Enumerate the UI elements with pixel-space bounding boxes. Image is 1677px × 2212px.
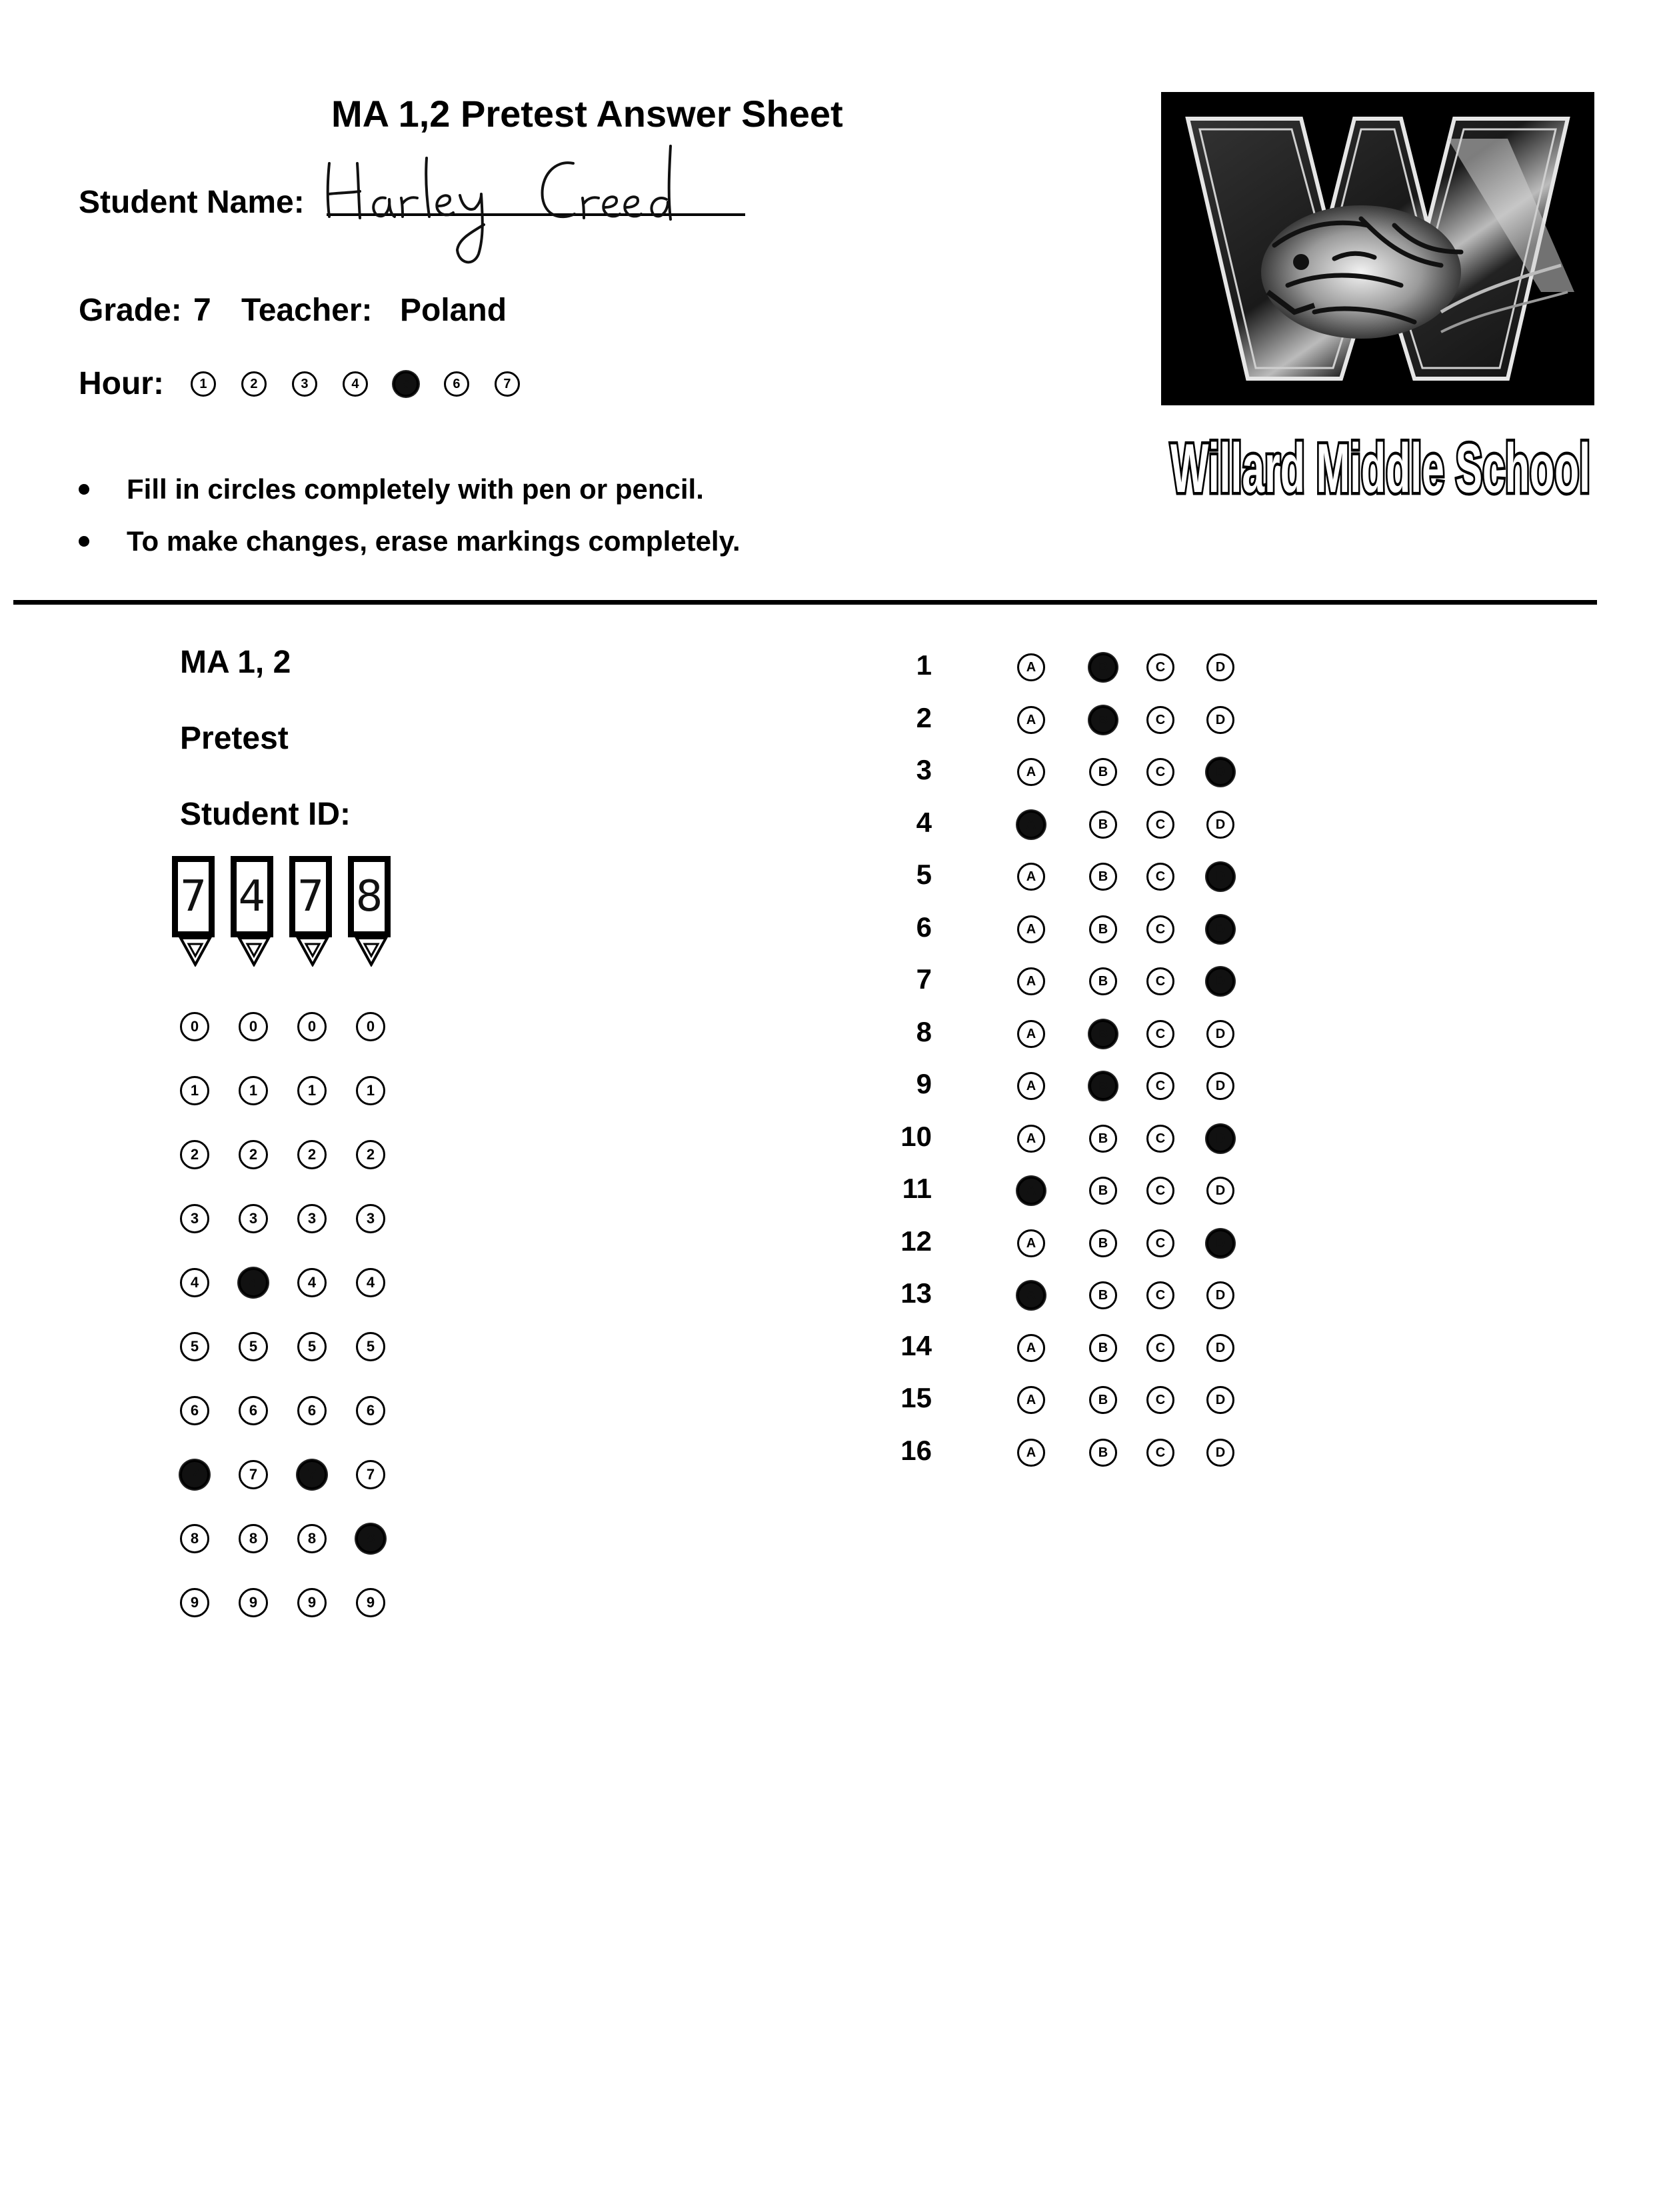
answer-bubble-13-C[interactable]: C: [1146, 1281, 1174, 1309]
answer-bubble-8-D[interactable]: D: [1206, 1020, 1234, 1048]
answer-bubble-5-A[interactable]: A: [1017, 863, 1045, 891]
grade-label: Grade:: [79, 293, 182, 328]
school-name-logo: [1164, 420, 1597, 513]
question-number: 3: [916, 754, 932, 785]
answer-bubble-3-A[interactable]: A: [1017, 758, 1045, 786]
answer-bubble-4-D[interactable]: D: [1206, 811, 1234, 839]
hour-label: Hour:: [79, 366, 164, 401]
student-id-bubble-3-0[interactable]: 0: [297, 1012, 327, 1041]
student-id-label: Student ID:: [180, 797, 351, 832]
hour-bubble-2[interactable]: 2: [241, 371, 267, 397]
student-id-digit: 4: [238, 872, 266, 921]
student-id-box-2[interactable]: [231, 856, 273, 937]
student-id-bubble-1-6[interactable]: 6: [180, 1396, 209, 1425]
answer-bubble-2-D[interactable]: D: [1206, 706, 1234, 734]
answer-bubble-9-D[interactable]: D: [1206, 1072, 1234, 1100]
answer-bubble-2-B[interactable]: B: [1089, 706, 1117, 734]
hour-bubble-5[interactable]: 5: [393, 371, 419, 397]
question-number: 9: [916, 1068, 932, 1099]
answer-bubble-15-B[interactable]: B: [1089, 1386, 1117, 1414]
hour-bubble-7[interactable]: 7: [495, 371, 520, 397]
student-id-bubble-4-2[interactable]: 2: [356, 1140, 385, 1169]
answer-bubble-10-C[interactable]: C: [1146, 1125, 1174, 1153]
instruction-1: [79, 473, 704, 505]
student-id-box-3[interactable]: [289, 856, 332, 937]
answer-bubble-10-B[interactable]: B: [1089, 1125, 1117, 1153]
answer-bubble-4-C[interactable]: C: [1146, 811, 1174, 839]
answer-bubble-14-C[interactable]: C: [1146, 1334, 1174, 1362]
answer-bubble-2-C[interactable]: C: [1146, 706, 1174, 734]
answer-bubble-6-A[interactable]: A: [1017, 915, 1045, 943]
hour-bubbles: [191, 371, 520, 397]
question-number: 12: [900, 1225, 932, 1257]
student-id-bubble-3-1[interactable]: 1: [297, 1076, 327, 1105]
student-name-label: Student Name:: [79, 185, 305, 220]
student-id-bubble-4-5[interactable]: 5: [356, 1332, 385, 1361]
answer-bubble-5-D[interactable]: D: [1206, 863, 1234, 891]
question-number: 7: [916, 963, 932, 995]
question-number: 8: [916, 1015, 932, 1047]
student-id-bubble-1-1[interactable]: 1: [180, 1076, 209, 1105]
down-arrow-icon: [237, 936, 271, 967]
answer-bubble-12-B[interactable]: B: [1089, 1229, 1117, 1257]
school-logo: [1161, 92, 1594, 405]
answer-bubble-14-A[interactable]: A: [1017, 1334, 1045, 1362]
answer-bubble-8-A[interactable]: A: [1017, 1020, 1045, 1048]
answer-bubble-14-D[interactable]: D: [1206, 1334, 1234, 1362]
answer-bubble-9-B[interactable]: B: [1089, 1072, 1117, 1100]
answer-bubble-3-D[interactable]: D: [1206, 758, 1234, 786]
hour-bubble-4[interactable]: 4: [343, 371, 368, 397]
answer-bubble-11-A[interactable]: A: [1017, 1177, 1045, 1205]
student-id-bubble-4-1[interactable]: 1: [356, 1076, 385, 1105]
student-id-bubble-4-7[interactable]: 7: [356, 1460, 385, 1489]
question-number: 16: [900, 1434, 932, 1466]
answer-bubble-13-D[interactable]: D: [1206, 1281, 1234, 1309]
question-number: 1: [916, 649, 932, 681]
answer-bubble-15-A[interactable]: A: [1017, 1386, 1045, 1414]
student-id-digit: 7: [297, 872, 325, 921]
answer-bubble-12-C[interactable]: C: [1146, 1229, 1174, 1257]
answer-bubble-15-C[interactable]: C: [1146, 1386, 1174, 1414]
student-id-bubble-1-0[interactable]: 0: [180, 1012, 209, 1041]
question-number: 13: [900, 1277, 932, 1309]
answer-bubble-8-C[interactable]: C: [1146, 1020, 1174, 1048]
instruction-text: Fill in circles completely with pen or pencil.: [127, 473, 704, 505]
student-id-digit: 8: [355, 872, 383, 921]
student-id-bubble-4-3[interactable]: 3: [356, 1204, 385, 1233]
answer-bubble-15-D[interactable]: D: [1206, 1386, 1234, 1414]
teacher-value: Poland: [400, 293, 507, 328]
answer-bubble-6-B[interactable]: B: [1089, 915, 1117, 943]
student-id-bubble-1-9[interactable]: 9: [180, 1588, 209, 1617]
answer-bubble-8-B[interactable]: B: [1089, 1020, 1117, 1048]
question-number: 6: [916, 911, 932, 943]
answer-bubble-16-C[interactable]: C: [1146, 1439, 1174, 1467]
answer-bubble-13-B[interactable]: B: [1089, 1281, 1117, 1309]
question-number: 10: [900, 1120, 932, 1152]
student-id-bubble-4-6[interactable]: 6: [356, 1396, 385, 1425]
student-id-bubble-4-8[interactable]: 8: [356, 1524, 385, 1553]
student-id-box-1[interactable]: [172, 856, 215, 937]
answer-bubble-10-A[interactable]: A: [1017, 1125, 1045, 1153]
bullet-icon: [79, 484, 89, 495]
student-id-bubble-3-7[interactable]: 7: [297, 1460, 327, 1489]
student-id-bubble-2-3[interactable]: 3: [239, 1204, 268, 1233]
question-number: 5: [916, 859, 932, 890]
student-id-bubble-2-1[interactable]: 1: [239, 1076, 268, 1105]
student-id-bubble-2-5[interactable]: 5: [239, 1332, 268, 1361]
answer-bubble-16-D[interactable]: D: [1206, 1439, 1234, 1467]
answer-bubble-6-D[interactable]: D: [1206, 915, 1234, 943]
answer-bubble-13-A[interactable]: A: [1017, 1281, 1045, 1309]
instruction-2: [79, 525, 741, 557]
student-id-bubble-3-9[interactable]: 9: [297, 1588, 327, 1617]
student-id-bubble-1-4[interactable]: 4: [180, 1268, 209, 1297]
student-id-bubble-3-2[interactable]: 2: [297, 1140, 327, 1169]
page-title: MA 1,2 Pretest Answer Sheet: [331, 93, 843, 135]
student-id-bubble-3-3[interactable]: 3: [297, 1204, 327, 1233]
answer-bubble-1-C[interactable]: C: [1146, 653, 1174, 681]
question-number: 2: [916, 701, 932, 733]
answer-bubble-7-B[interactable]: B: [1089, 967, 1117, 995]
answer-bubble-1-D[interactable]: D: [1206, 653, 1234, 681]
answer-bubble-6-C[interactable]: C: [1146, 915, 1174, 943]
grade-value: 7: [193, 293, 211, 328]
student-id-bubble-1-7[interactable]: 7: [180, 1460, 209, 1489]
question-number: 15: [900, 1382, 932, 1413]
down-arrow-icon: [179, 936, 212, 967]
answer-bubble-16-A[interactable]: A: [1017, 1439, 1045, 1467]
question-number: 4: [916, 806, 932, 838]
student-id-bubble-4-0[interactable]: 0: [356, 1012, 385, 1041]
answer-bubble-12-D[interactable]: D: [1206, 1229, 1234, 1257]
answer-bubble-10-D[interactable]: D: [1206, 1125, 1234, 1153]
answer-bubble-11-D[interactable]: D: [1206, 1177, 1234, 1205]
student-id-bubble-2-8[interactable]: 8: [239, 1524, 268, 1553]
question-number: 11: [902, 1173, 932, 1204]
answer-bubble-7-D[interactable]: D: [1206, 967, 1234, 995]
answer-bubble-12-A[interactable]: A: [1017, 1229, 1045, 1257]
answer-bubble-2-A[interactable]: A: [1017, 706, 1045, 734]
student-id-bubble-4-9[interactable]: 9: [356, 1588, 385, 1617]
answer-bubble-16-B[interactable]: B: [1089, 1439, 1117, 1467]
school-name-text: Willard Middle School: [1170, 430, 1590, 507]
answer-bubble-1-A[interactable]: A: [1017, 653, 1045, 681]
student-id-bubble-2-4[interactable]: 4: [239, 1268, 268, 1297]
course-label: MA 1, 2: [180, 645, 291, 680]
hour-bubble-6[interactable]: 6: [444, 371, 469, 397]
student-id-bubble-1-3[interactable]: 3: [180, 1204, 209, 1233]
answer-bubble-1-B[interactable]: B: [1089, 653, 1117, 681]
student-id-bubble-3-4[interactable]: 4: [297, 1268, 327, 1297]
bullet-icon: [79, 536, 89, 547]
answer-bubble-4-B[interactable]: B: [1089, 811, 1117, 839]
student-id-bubble-2-0[interactable]: 0: [239, 1012, 268, 1041]
hour-bubble-1[interactable]: 1: [191, 371, 216, 397]
answer-bubble-7-A[interactable]: A: [1017, 967, 1045, 995]
student-id-bubble-3-5[interactable]: 5: [297, 1332, 327, 1361]
student-id-bubble-1-8[interactable]: 8: [180, 1524, 209, 1553]
instruction-text: To make changes, erase markings completely.: [127, 525, 741, 557]
student-id-bubble-2-7[interactable]: 7: [239, 1460, 268, 1489]
student-id-bubble-2-2[interactable]: 2: [239, 1140, 268, 1169]
student-id-bubble-1-5[interactable]: 5: [180, 1332, 209, 1361]
answer-bubble-9-A[interactable]: A: [1017, 1072, 1045, 1100]
student-name-signature: [320, 137, 760, 270]
section-divider: [13, 600, 1597, 605]
teacher-label: Teacher:: [241, 293, 373, 328]
answer-bubble-4-A[interactable]: A: [1017, 811, 1045, 839]
answer-bubble-3-B[interactable]: B: [1089, 758, 1117, 786]
answer-bubble-5-B[interactable]: B: [1089, 863, 1117, 891]
student-id-digit: 7: [179, 872, 207, 921]
test-label: Pretest: [180, 721, 289, 756]
answer-bubble-11-B[interactable]: B: [1089, 1177, 1117, 1205]
answer-bubble-9-C[interactable]: C: [1146, 1072, 1174, 1100]
answer-bubble-3-C[interactable]: C: [1146, 758, 1174, 786]
down-arrow-icon: [355, 936, 388, 967]
hour-bubble-3[interactable]: 3: [292, 371, 317, 397]
hour-row: [79, 365, 520, 402]
student-id-bubble-2-9[interactable]: 9: [239, 1588, 268, 1617]
student-id-bubble-2-6[interactable]: 6: [239, 1396, 268, 1425]
student-id-box-4[interactable]: [348, 856, 391, 937]
answer-bubble-7-C[interactable]: C: [1146, 967, 1174, 995]
question-number: 14: [900, 1329, 932, 1361]
student-id-bubble-3-8[interactable]: 8: [297, 1524, 327, 1553]
answer-bubble-14-B[interactable]: B: [1089, 1334, 1117, 1362]
student-id-bubble-1-2[interactable]: 2: [180, 1140, 209, 1169]
answer-bubble-5-C[interactable]: C: [1146, 863, 1174, 891]
student-id-bubble-4-4[interactable]: 4: [356, 1268, 385, 1297]
answer-bubble-11-C[interactable]: C: [1146, 1177, 1174, 1205]
down-arrow-icon: [296, 936, 329, 967]
student-id-bubble-3-6[interactable]: 6: [297, 1396, 327, 1425]
